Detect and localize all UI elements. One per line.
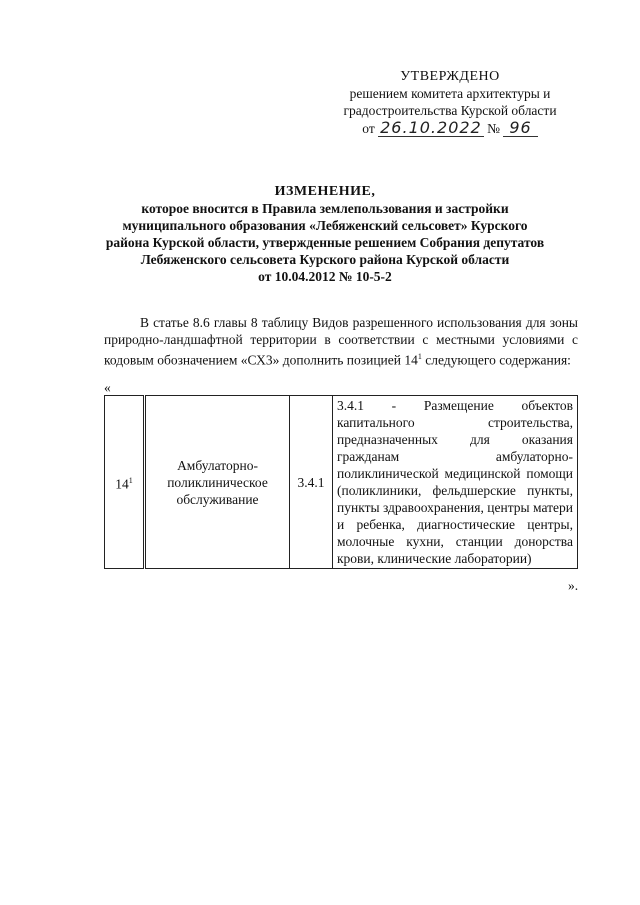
paragraph-main: В статье 8.6 главы 8 таблицу Видов разрешенного использования для зоны природно-ландшафтной территории в соответствии с местными условиями с кодовым обозначением «СХ3» дополнить позицией 14 xyxy=(104,315,578,368)
table-row xyxy=(105,396,578,569)
open-quote: « xyxy=(104,380,111,395)
body-paragraph xyxy=(104,314,578,369)
close-quote: ». xyxy=(568,578,579,593)
paragraph-superscript: 1 xyxy=(417,352,422,361)
handwritten-date: 26.10.2022 xyxy=(380,118,482,137)
document-title xyxy=(80,183,570,285)
paragraph-text xyxy=(104,314,578,369)
title-line-4: Лебяженского сельсовета Курского района Курской области xyxy=(140,252,510,267)
title-line-1: которое вносится в Правила землепользования и застройки xyxy=(141,201,509,216)
approval-line-1: решением комитета архитектуры и xyxy=(349,86,551,101)
title-main: ИЗМЕНЕНИЕ, xyxy=(274,184,376,199)
from-label: от xyxy=(362,121,375,136)
approval-stamp xyxy=(330,68,570,137)
position-table xyxy=(104,395,578,569)
approved-heading: УТВЕРЖДЕНО xyxy=(400,69,500,84)
position-number: 14 xyxy=(115,476,129,492)
title-line-2: муниципального образования «Лебяженский сельсовет» Курского xyxy=(122,218,528,233)
number-label: № xyxy=(487,121,500,136)
position-superscript: 1 xyxy=(128,475,133,485)
title-line-5: от 10.04.2012 № 10-5-2 xyxy=(258,269,392,284)
cell-use-code: 3.4.1 xyxy=(290,396,333,569)
approval-line-2: градостроительства Курской области xyxy=(343,103,557,118)
cell-use-description: 3.4.1 - Размещение объектов капитального строительства, предназначенных для оказания гражданам амбулаторно-поликлинической медицинской помощи (поликлиники, фельдшерские пункты, пункты здравоохранения, центры матери и ребенка, диагностические центры, молочные кухни, станции донорства крови, клинические лаборатории) xyxy=(333,396,578,569)
approval-date-line xyxy=(330,119,570,137)
paragraph-end: следующего содержания: xyxy=(425,352,571,368)
handwritten-number: 96 xyxy=(503,119,537,137)
cell-position-number xyxy=(105,396,145,569)
title-line-3: района Курской области, утвержденные решением Собрания депутатов xyxy=(105,235,545,250)
cell-use-name: Амбулаторно-поликлиническое обслуживание xyxy=(145,396,290,569)
